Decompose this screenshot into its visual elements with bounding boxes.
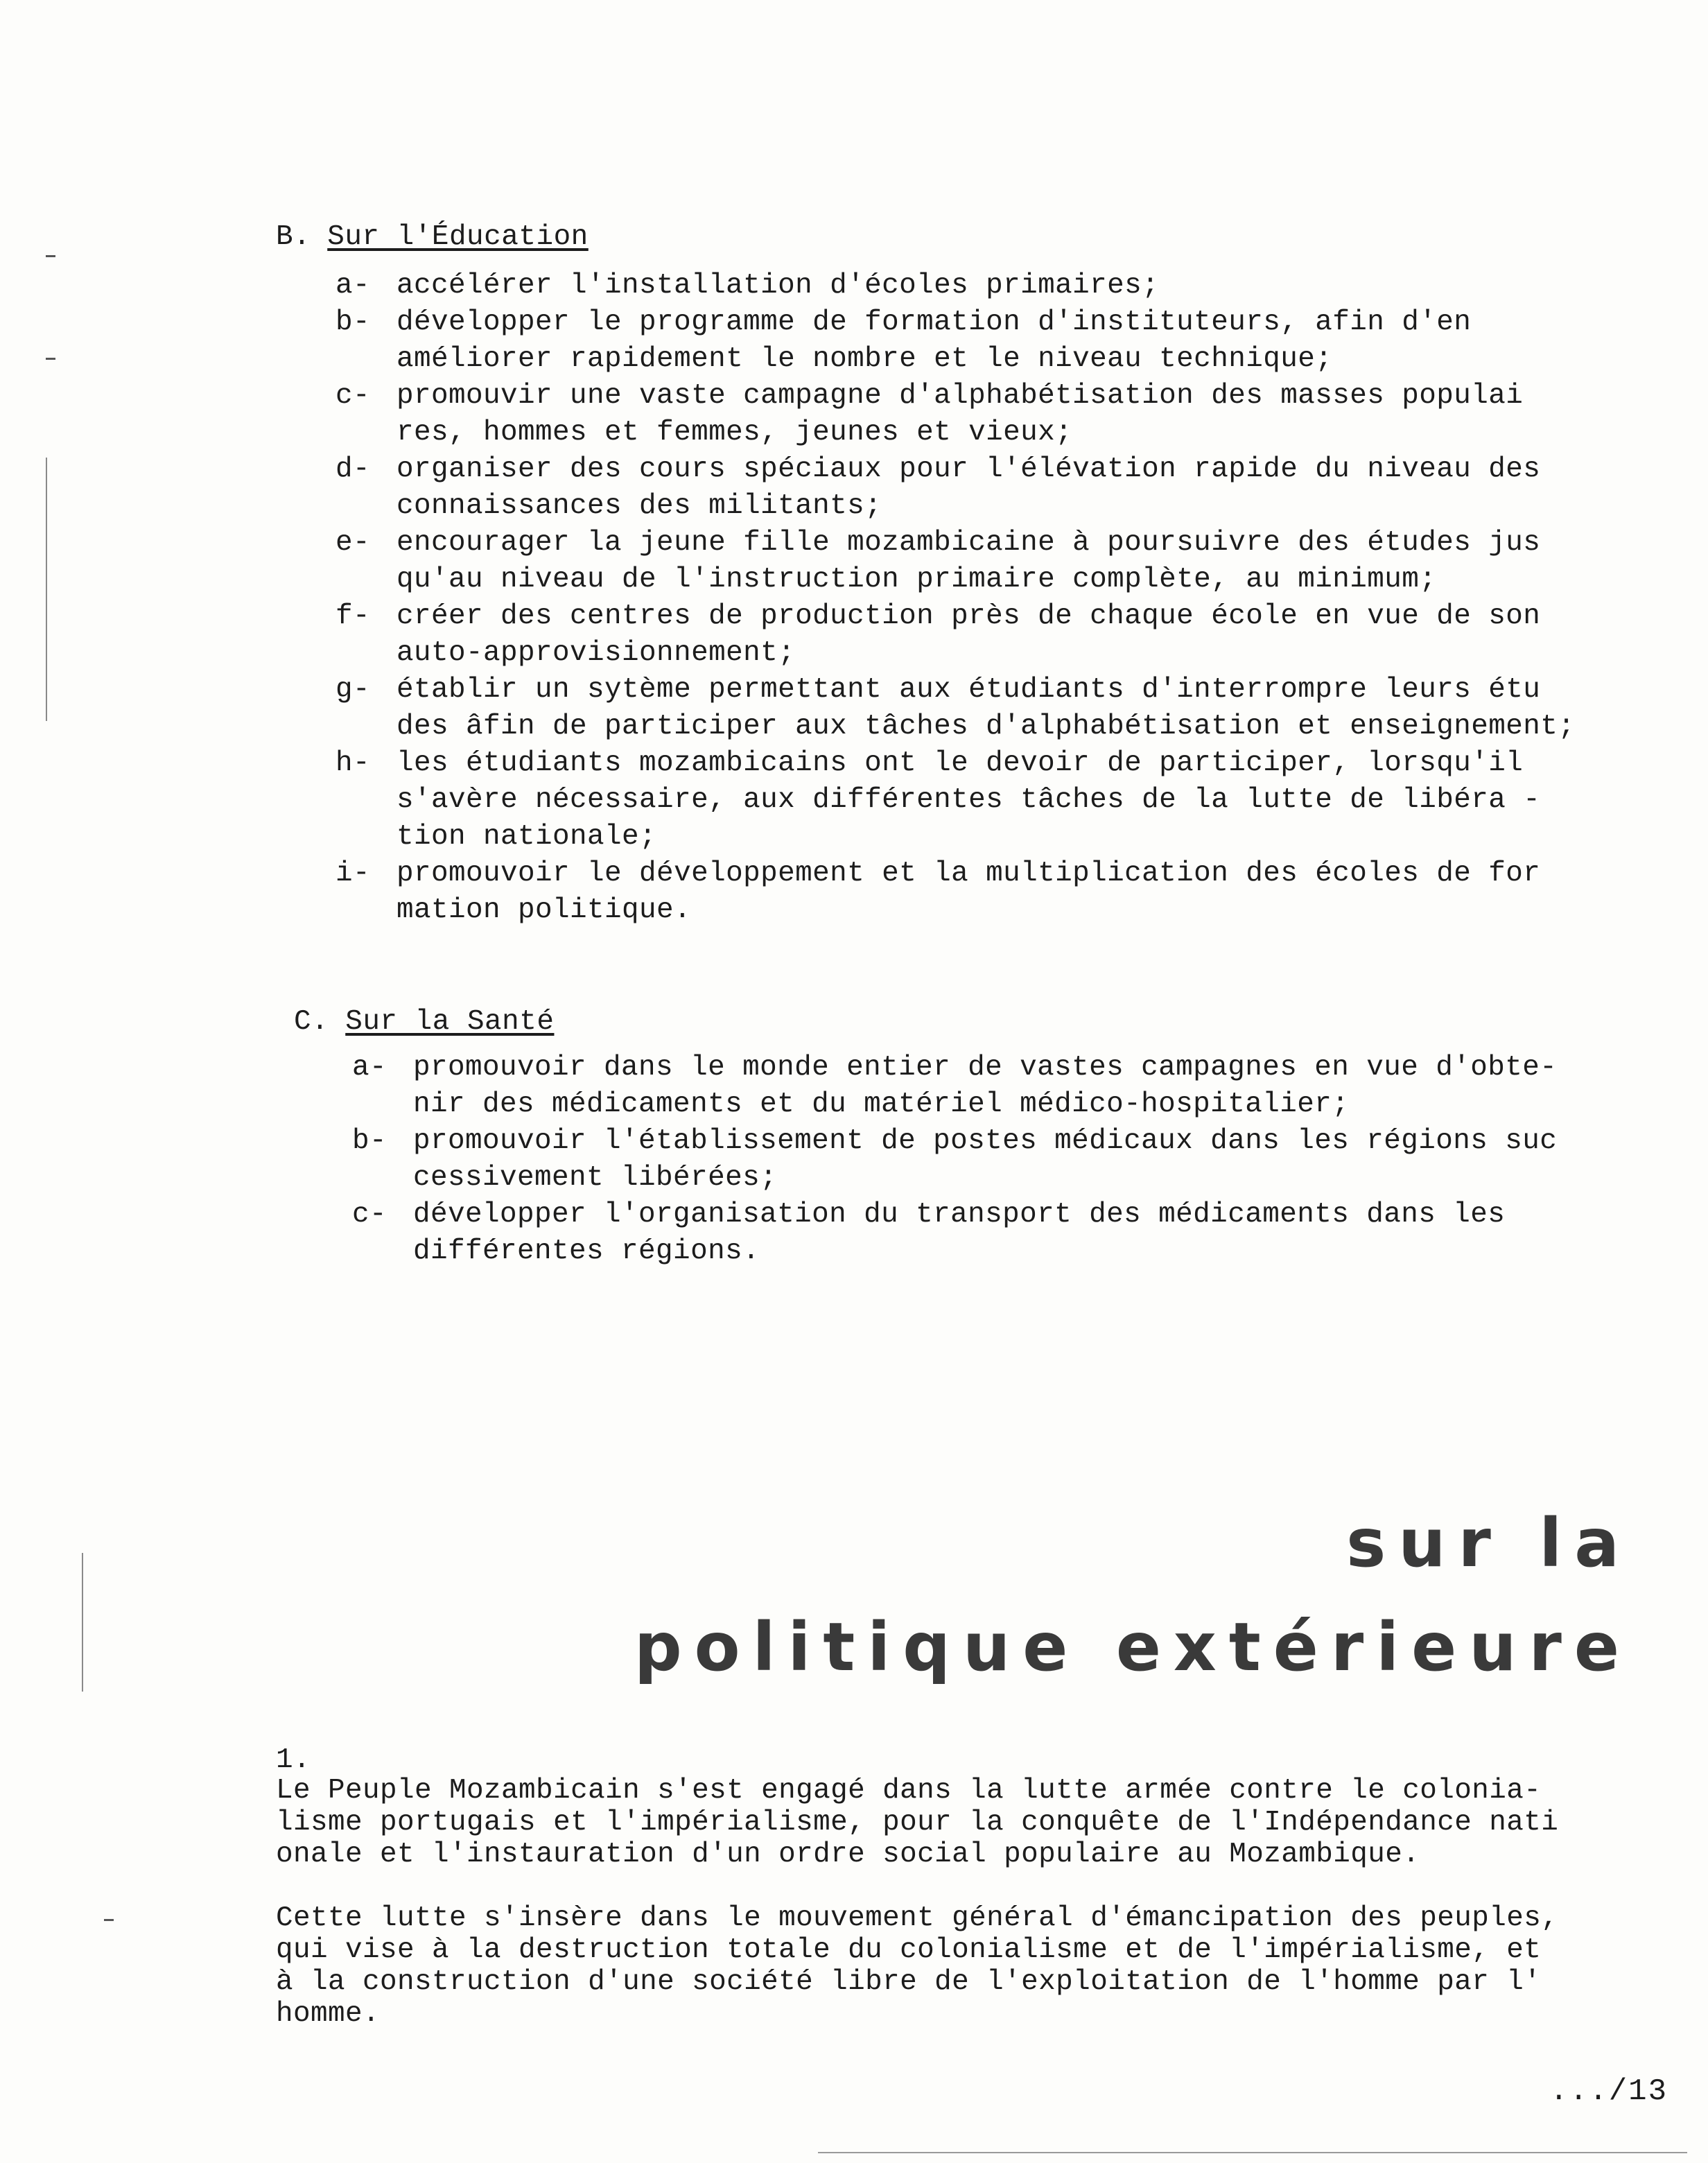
list-item-line: améliorer rapidement le nombre et le niveau technique; <box>397 343 1333 375</box>
list-item-line: s'avère nécessaire, aux différentes tâches de la lutte de libéra - <box>397 784 1541 816</box>
list-item-line: développer l'organisation du transport des médicaments dans les <box>413 1199 1506 1231</box>
list-item-line: développer le programme de formation d'instituteurs, afin d'en <box>397 306 1472 338</box>
foreign-policy-title-line2: politique extérieure <box>634 1608 1632 1686</box>
list-item-line: nir des médicaments et du matériel médico-hospitalier; <box>413 1088 1350 1120</box>
list-item-line: encourager la jeune fille mozambicaine à poursuivre des études jus <box>397 527 1541 559</box>
list-item-line: qu'au niveau de l'instruction primaire complète, au minimum; <box>397 564 1437 596</box>
list-item-line: promouvoir l'établissement de postes médicaux dans les régions suc <box>413 1125 1558 1157</box>
list-item-line: créer des centres de production près de chaque école en vue de son <box>397 600 1541 632</box>
list-item-line: mation politique. <box>397 894 692 926</box>
paragraph-line: Le Peuple Mozambicain s'est engagé dans la lutte armée contre le colonia- <box>276 1775 1542 1807</box>
scan-margin-line <box>82 1553 83 1692</box>
list-item-marker: a- <box>336 270 371 302</box>
section-heading-health <box>294 1005 554 1039</box>
paragraph-line: lisme portugais et l'impérialisme, pour la conquête de l'Indépendance nati <box>276 1807 1559 1839</box>
paragraph-line: qui vise à la destruction totale du colonialisme et de l'impérialisme, et <box>276 1934 1542 1966</box>
list-item <box>336 304 1575 378</box>
list-item-marker: c- <box>352 1199 387 1231</box>
section-title: Sur la Santé <box>345 1006 555 1038</box>
paragraph-1 <box>276 1775 1558 1870</box>
list-item-marker: a- <box>352 1052 387 1084</box>
list-item-marker: d- <box>336 453 371 485</box>
list-item <box>352 1123 1557 1197</box>
scan-mark <box>46 255 55 257</box>
list-item <box>336 268 1575 304</box>
section-letter: B. <box>276 221 311 253</box>
section-title: Sur l'Éducation <box>327 221 589 253</box>
list-item-line: promouvoir dans le monde entier de vastes campagnes en vue d'obte- <box>413 1052 1558 1084</box>
section-heading-education <box>276 220 589 254</box>
list-item-line: différentes régions. <box>413 1235 760 1267</box>
list-item-line: promouvoir le développement et la multiplication des écoles de for <box>397 858 1541 889</box>
list-item-marker: i- <box>336 858 371 889</box>
list-item-marker: h- <box>336 747 371 779</box>
paragraph-line: à la construction d'une société libre de l'exploitation de l'homme par l' <box>276 1966 1542 1998</box>
list-item <box>336 745 1575 855</box>
list-item-line: res, hommes et femmes, jeunes et vieux; <box>397 417 1073 449</box>
list-item-line: des âfin de participer aux tâches d'alphabétisation et enseignement; <box>397 711 1576 742</box>
bottom-rule <box>818 2152 1687 2153</box>
list-item-line: connaissances des militants; <box>397 490 882 522</box>
paragraph-line: onale et l'instauration d'un ordre social populaire au Mozambique. <box>276 1839 1420 1870</box>
list-item-marker: f- <box>336 600 371 632</box>
list-item <box>336 598 1575 672</box>
list-item <box>336 451 1575 525</box>
list-item <box>336 672 1575 745</box>
list-item-line: cessivement libérées; <box>413 1162 778 1194</box>
list-item-line: les étudiants mozambicains ont le devoir de participer, lorsqu'il <box>397 747 1524 779</box>
paragraph-line: homme. <box>276 1998 381 2030</box>
education-list <box>336 268 1575 929</box>
scan-mark <box>46 358 55 360</box>
list-item-marker: b- <box>336 306 371 338</box>
list-item <box>336 525 1575 598</box>
paragraph-number: 1. <box>276 1744 311 1776</box>
list-item-marker: b- <box>352 1125 387 1157</box>
list-item-line: établir un sytème permettant aux étudiants d'interrompre leurs étu <box>397 674 1541 706</box>
list-item <box>352 1197 1557 1270</box>
list-item-marker: e- <box>336 527 371 559</box>
list-item-line: accélérer l'installation d'écoles primaires; <box>397 270 1160 302</box>
list-item-line: auto-approvisionnement; <box>397 637 796 669</box>
list-item <box>336 855 1575 929</box>
list-item <box>352 1050 1557 1123</box>
health-list <box>352 1050 1557 1270</box>
page-number: .../13 <box>1549 2074 1668 2109</box>
list-item-marker: c- <box>336 380 371 412</box>
foreign-policy-title-line1: sur la <box>1346 1504 1632 1582</box>
list-item <box>336 378 1575 451</box>
paragraph-line: Cette lutte s'insère dans le mouvement général d'émancipation des peuples, <box>276 1902 1559 1934</box>
list-item-marker: g- <box>336 674 371 706</box>
scan-mark <box>104 1919 114 1921</box>
list-item-line: tion nationale; <box>397 821 657 853</box>
list-item-line: promouvir une vaste campagne d'alphabétisation des masses populai <box>397 380 1524 412</box>
section-letter: C. <box>294 1006 329 1038</box>
list-item-line: organiser des cours spéciaux pour l'élévation rapide du niveau des <box>397 453 1541 485</box>
paragraph-2 <box>276 1902 1558 2030</box>
scan-margin-line <box>46 458 47 721</box>
